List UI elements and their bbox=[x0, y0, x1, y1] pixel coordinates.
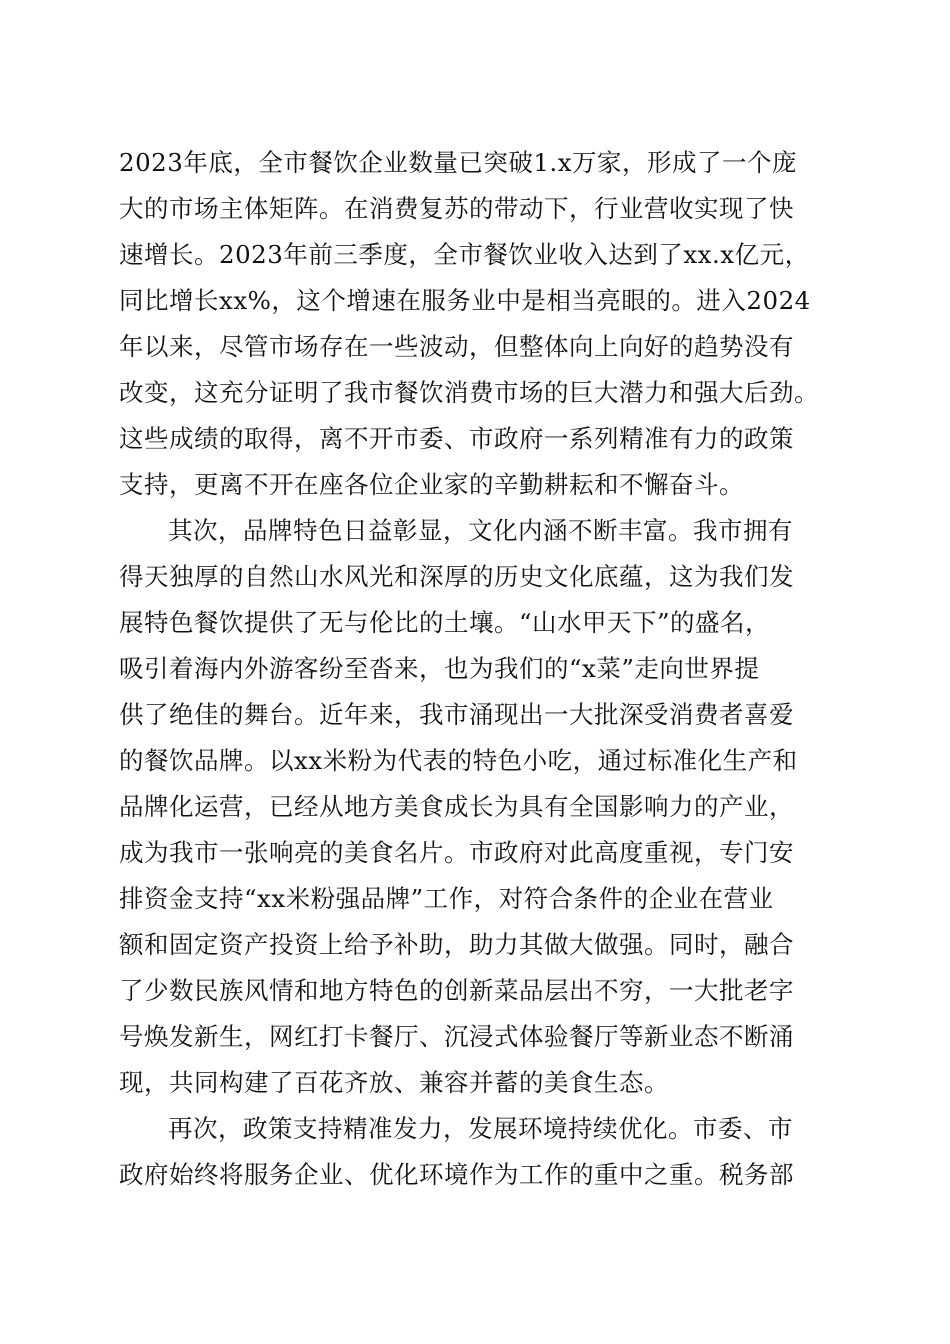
text-line: 号焕发新生，网红打卡餐厅、沉浸式体验餐厅等新业态不断涌 bbox=[119, 1022, 794, 1051]
text-line: 其次，品牌特色日益彰显，文化内涵不断丰富。我市拥有 bbox=[168, 516, 793, 545]
text-line: 速增长。2023年前三季度，全市餐饮业收入达到了xx.x亿元， bbox=[119, 240, 810, 269]
text-line: 吸引着海内外游客纷至沓来，也为我们的“x菜”走向世界提 bbox=[119, 654, 760, 683]
text-line: 改变，这充分证明了我市餐饮消费市场的巨大潜力和强大后劲。 bbox=[119, 378, 819, 407]
text-line: 额和固定资产投资上给予补助，助力其做大做强。同时，融合 bbox=[119, 930, 794, 959]
text-line: 同比增长xx%，这个增速在服务业中是相当亮眼的。进入2024 bbox=[119, 286, 811, 315]
text-line: 供了绝佳的舞台。近年来，我市涌现出一大批深受消费者喜爱 bbox=[119, 700, 794, 729]
text-line: 排资金支持“xx米粉强品牌”工作，对符合条件的企业在营业 bbox=[119, 884, 774, 913]
text-line: 支持，更离不开在座各位企业家的辛勤耕耘和不懈奋斗。 bbox=[119, 470, 744, 499]
text-line: 品牌化运营，已经从地方美食成长为具有全国影响力的产业， bbox=[119, 792, 794, 821]
paragraph-3 bbox=[119, 1106, 839, 1198]
text-line: 2023年底，全市餐饮企业数量已突破1.x万家，形成了一个庞 bbox=[119, 148, 798, 177]
text-line: 这些成绩的取得，离不开市委、市政府一系列精准有力的政策 bbox=[119, 424, 794, 453]
text-line: 展特色餐饮提供了无与伦比的土壤。“山水甲天下”的盛名， bbox=[119, 608, 771, 637]
text-line: 年以来，尽管市场存在一些波动，但整体向上向好的趋势没有 bbox=[119, 332, 794, 361]
text-line: 了少数民族风情和地方特色的创新菜品层出不穷，一大批老字 bbox=[119, 976, 794, 1005]
text-line: 再次，政策支持精准发力，发展环境持续优化。市委、市 bbox=[168, 1114, 793, 1143]
text-line: 的餐饮品牌。以xx米粉为代表的特色小吃，通过标准化生产和 bbox=[119, 746, 798, 775]
paragraph-2 bbox=[119, 508, 839, 1106]
text-line: 政府始终将服务企业、优化环境作为工作的重中之重。税务部 bbox=[119, 1160, 794, 1189]
text-line: 现，共同构建了百花齐放、兼容并蓄的美食生态。 bbox=[119, 1068, 669, 1097]
text-line: 大的市场主体矩阵。在消费复苏的带动下，行业营收实现了快 bbox=[119, 194, 794, 223]
text-line: 得天独厚的自然山水风光和深厚的历史文化底蕴，这为我们发 bbox=[119, 562, 794, 591]
body-text bbox=[119, 140, 839, 1198]
paragraph-1 bbox=[119, 140, 839, 508]
text-line: 成为我市一张响亮的美食名片。市政府对此高度重视，专门安 bbox=[119, 838, 794, 867]
